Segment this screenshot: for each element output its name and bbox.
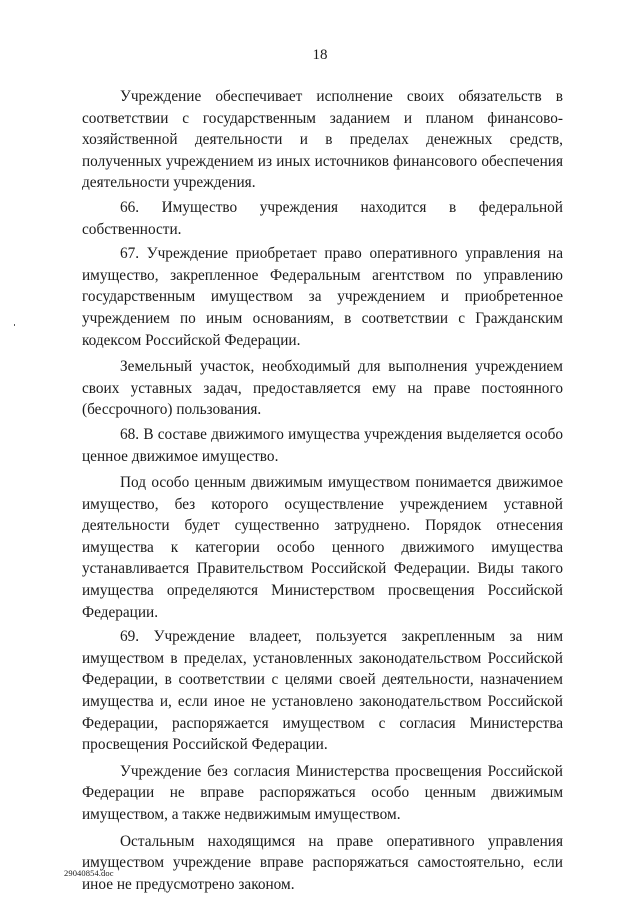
paragraph-66: 66. Имущество учреждения находится в федеральной собственности. bbox=[82, 198, 563, 238]
page-number: 18 bbox=[312, 47, 328, 63]
paragraph-other-property: Остальным находящимся на праве оперативного управления имуществом учреждение вправе распоряжаться самостоятельно, если иное не предусмотрено законом. bbox=[82, 832, 563, 893]
paragraph-68: 68. В составе движимого имущества учреждения выделяется особо ценное движимое имущество. bbox=[82, 425, 563, 465]
paragraph-69: 69. Учреждение владеет, пользуется закрепленным за ним имуществом в пределах, установленных законодательством Российской Федерации, в соответствии с целями своей деятельности, назначением имущества и, если иное не установлено законодательством Российской Федерации, распоряжается имуществом с согласия Министерства просвещения Российской Федерации. bbox=[82, 628, 563, 754]
document-file-code: 29040854.doc bbox=[64, 868, 114, 878]
paragraph-67: 67. Учреждение приобретает право оперативного управления на имущество, закрепленное Федеральным агентством по управлению государственным имуществом за учреждением и приобретенное учреждением по иным основаниям, в соответствии с Гражданским кодексом Российской Федерации. bbox=[82, 245, 563, 349]
paragraph-land-plot: Земельный участок, необходимый для выполнения учреждением своих уставных задач, предоставляется ему на праве постоянного (бессрочного) пользования. bbox=[82, 358, 563, 419]
paragraph-consent: Учреждение без согласия Министерства просвещения Российской Федерации не вправе распоряжаться особо ценным движимым имуществом, а также недвижимым имуществом. bbox=[82, 762, 563, 823]
paragraph-valuable-property: Под особо ценным движимым имуществом понимается движимое имущество, без которого осуществление учреждением уставной деятельности будет существенно затруднено. Порядок отнесения имущества к категории особо ценного движимого имущества устанавливается Правительством Российской Федерации. Виды такого имущества определяются Министерством просвещения Российской Федерации. bbox=[82, 474, 563, 621]
margin-mark bbox=[14, 324, 15, 326]
paragraph-obligations: Учреждение обеспечивает исполнение своих обязательств в соответствии с государственным заданием и планом финансово-хозяйственной деятельности и в пределах денежных средств, полученных учреждением из иных источников финансового обеспечения деятельности учреждения. bbox=[82, 88, 563, 192]
document-body bbox=[82, 86, 563, 895]
